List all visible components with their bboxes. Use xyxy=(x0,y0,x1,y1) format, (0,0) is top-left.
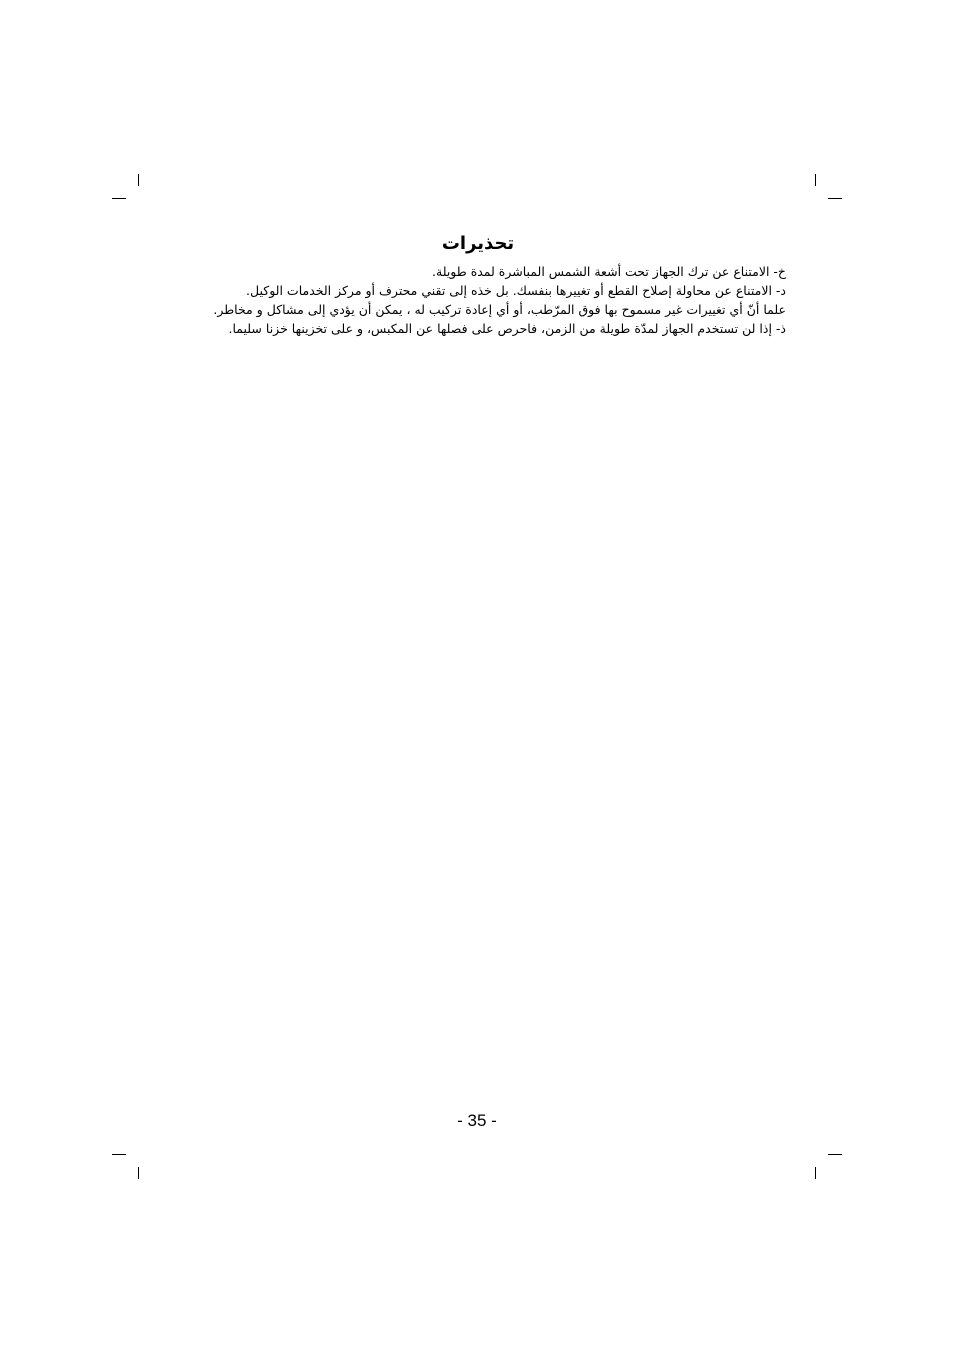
crop-mark-bottom-left-vertical xyxy=(138,1167,139,1179)
warning-line-kha: خ- الامتناع عن ترك الجهاز تحت أشعة الشمس المباشرة لمدة طويلة. xyxy=(432,264,786,279)
page-title: تحذيرات xyxy=(441,233,515,254)
crop-mark-bottom-right-horizontal xyxy=(828,1154,842,1155)
warnings-section xyxy=(170,232,786,338)
crop-mark-top-right-vertical xyxy=(815,174,816,186)
warning-line-note: علما أنّ أي تغييرات غير مسموح بها فوق المرّطب، أو أي إعادة تركيب له ، يمكن أن يؤدي إلى مشاكل و مخاطر. xyxy=(213,302,786,317)
crop-mark-top-right-horizontal xyxy=(828,198,842,199)
warning-line-dal: د- الامتناع عن محاولة إصلاح القطع أو تغييرها بنفسك. بل خذه إلى تقني محترف أو مركز الخدمات الوكيل. xyxy=(246,283,786,298)
warning-line-dhal: ذ- إذا لن تستخدم الجهاز لمدّة طويلة من الزمن، فاحرص على فصلها عن المكبس، و على تخزينها خزنا سليما. xyxy=(228,321,786,336)
crop-mark-top-left-vertical xyxy=(138,174,139,186)
crop-mark-bottom-right-vertical xyxy=(815,1167,816,1179)
page-number: - 35 - xyxy=(457,1111,497,1130)
crop-mark-bottom-left-horizontal xyxy=(112,1154,126,1155)
crop-mark-top-left-horizontal xyxy=(112,198,126,199)
